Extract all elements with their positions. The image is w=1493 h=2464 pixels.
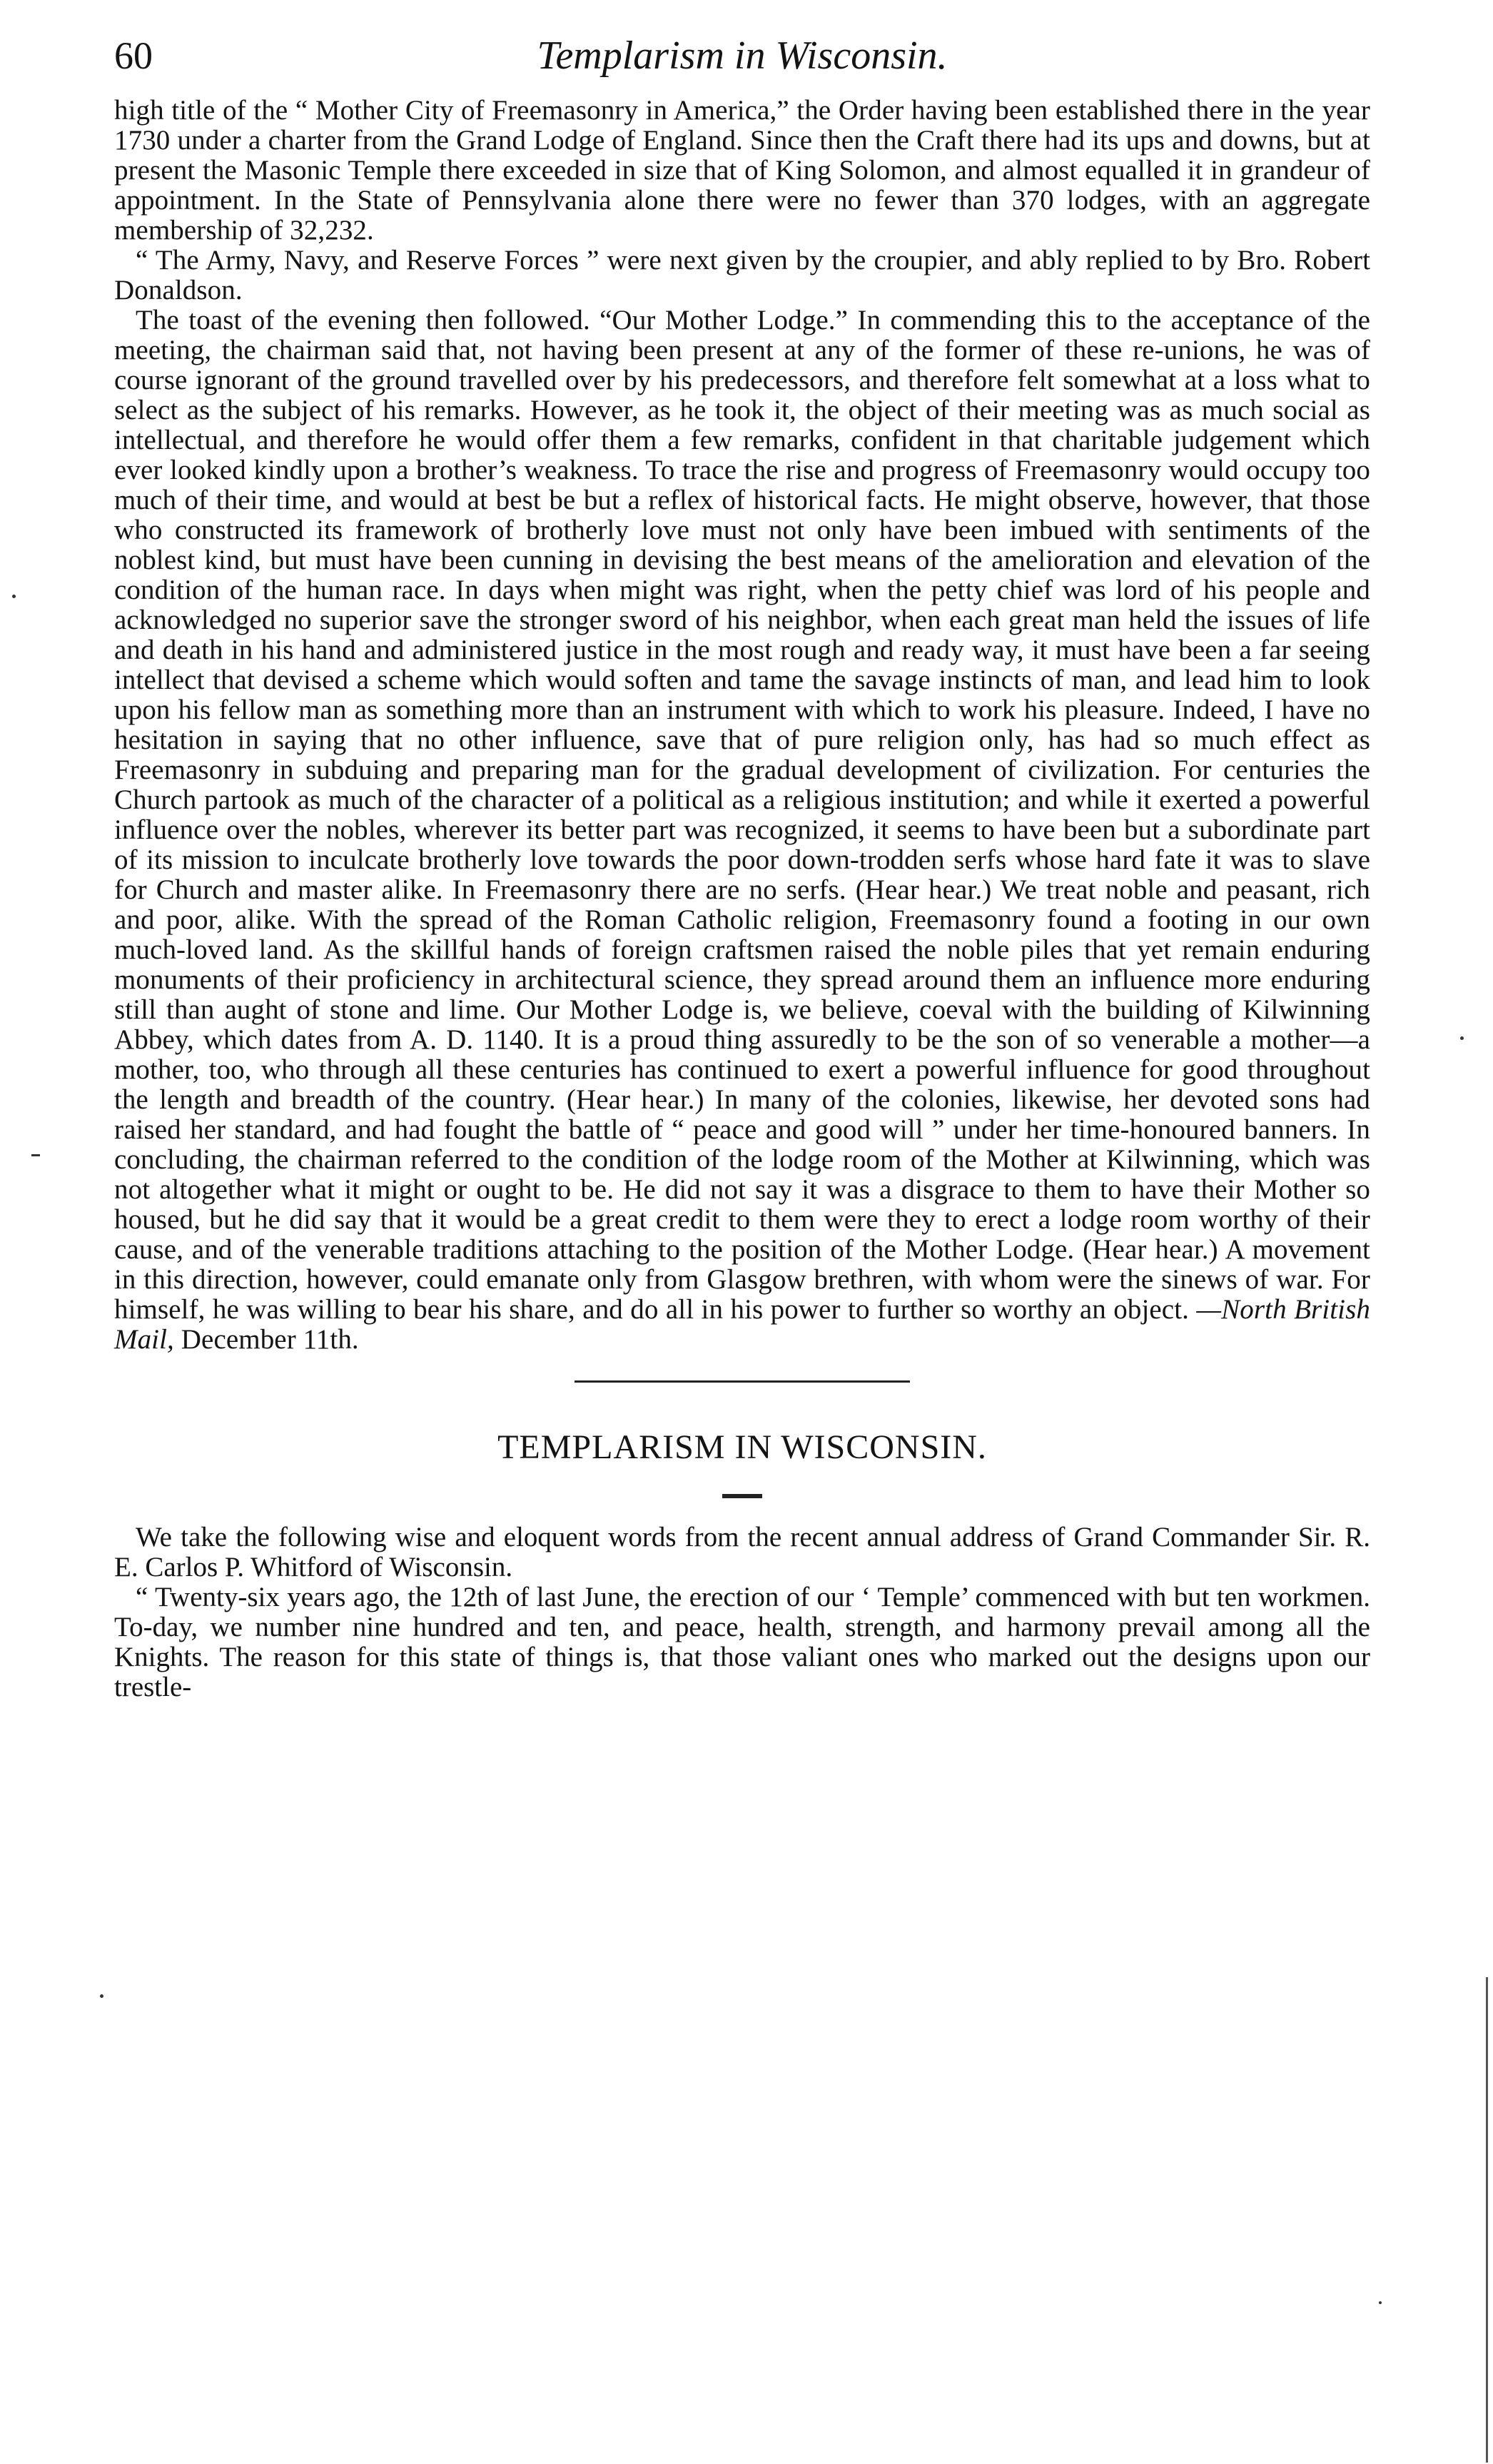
margin-dot <box>1460 1036 1464 1040</box>
page <box>114 21 1370 1702</box>
section-paragraph: We take the following wise and eloquent words from the recent annual address of Grand Commander Sir. R. E. Carlos P. Whitford of Wisconsin. <box>114 1522 1370 1582</box>
article-paragraph: high title of the “ Mother City of Freemasonry in America,” the Order having been established there in the year 1730 under a charter from the Grand Lodge of England. Since then the Craft there had its ups and downs, but at present the Masonic Temple there exceeded in size that of King Solomon, and almost equalled it in grandeur of appointment. In the State of Pennsylvania alone there were no fewer than 370 lodges, with an aggregate membership of 32,232. <box>114 95 1370 246</box>
source-date: December 11th. <box>173 1324 359 1355</box>
section-paragraph: “ Twenty-six years ago, the 12th of last June, the erection of our ‘ Temple’ commenced with but ten workmen. To-day, we number nine hundred and ten, and peace, health, strength, and harmony prevail among all the Knights. The reason for this state of things is, that those valiant ones who marked out the designs upon our trestle- <box>114 1582 1370 1702</box>
title-underline <box>722 1494 762 1498</box>
margin-dot <box>1379 2301 1382 2304</box>
running-head <box>114 21 1370 86</box>
article-paragraph: “ The Army, Navy, and Reserve Forces ” were next given by the croupier, and ably replied to by Bro. Robert Donaldson. <box>114 245 1370 306</box>
margin-dot <box>100 1994 103 1998</box>
article-paragraph <box>114 306 1370 1355</box>
source-publication: —North British Mail, <box>114 1294 1370 1355</box>
article-body <box>114 96 1370 1355</box>
scan-edge-line <box>1486 1977 1488 2463</box>
margin-dash <box>31 1154 40 1156</box>
page-number: 60 <box>114 34 153 77</box>
margin-dot <box>12 595 16 598</box>
section-divider <box>575 1380 910 1383</box>
article-paragraph-text: The toast of the evening then followed. “Our Mother Lodge.” In commending this to the acceptance of the meeting, the chairman said that, not having been present at any of the former of these re-unions, he was of course ignorant of the ground travelled over by his predecessors, and therefore felt somewhat at a loss what to select as the subject of his remarks. However, as he took it, the object of their meeting was as much social as intellectual, and therefore he would offer them a few remarks, confident in that charitable judgement which ever looked kindly upon a brother’s weakness. To trace the rise and progress of Freemasonry would occupy too much of their time, and would at best be but a reflex of historical facts. He might observe, however, that those who constructed its framework of brotherly love must not only have been imbued with sentiments of the noblest kind, but must have been cunning in devising the best means of the amelioration and elevation of the condition of the human race. In days when might was right, when the petty chief was lord of his people and acknowledged no superior save the stronger sword of his neighbor, when each great man held the issues of life and death in his hand and administered justice in the most rough and ready way, it must have been a far seeing intellect that devised a scheme which would soften and tame the savage instincts of man, and lead him to look upon his fellow man as something more than an instrument with which to work his pleasure. Indeed, I have no hesitation in saying that no other influence, save that of pure religion only, has had so much effect as Freemasonry in subduing and preparing man for the gradual development of civilization. For centuries the Church partook as much of the character of a political as a religious institution; and while it exerted a powerful influence over the nobles, wherever its better part was recognized, it seems to have been but a subordinate part of its mission to inculcate brotherly love towards the poor down-trodden serfs whose hard fate it was to slave for Church and master alike. In Freemasonry there are no serfs. (Hear hear.) We treat noble and peasant, rich and poor, alike. With the spread of the Roman Catholic religion, Freemasonry found a footing in our own much-loved land. As the skillful hands of foreign craftsmen raised the noble piles that yet remain enduring monuments of their proficiency in architectural science, they spread around them an influence more enduring still than aught of stone and lime. Our Mother Lodge is, we believe, coeval with the building of Kilwinning Abbey, which dates from A. D. 1140. It is a proud thing assuredly to be the son of so venerable a mother—a mother, too, who through all these centuries has continued to exert a powerful influence for good throughout the length and breadth of the country. (Hear hear.) In many of the colonies, likewise, her devoted sons had raised her standard, and had fought the battle of “ peace and good will ” under her time-honoured banners. In concluding, the chairman referred to the condition of the lodge room of the Mother at Kilwinning, which was not altogether what it might or ought to be. He did not say it was a disgrace to them to have their Mother so housed, but he did say that it would be a great credit to them were they to erect a lodge room worthy of their cause, and of the venerable traditions attaching to the position of the Mother Lodge. (Hear hear.) A movement in this direction, however, could emanate only from Glasgow brethren, with whom were the sinews of war. For himself, he was willing to bear his share, and do all in his power to further so worthy an object. <box>114 305 1370 1325</box>
section-body <box>114 1523 1370 1702</box>
running-title: Templarism in Wisconsin. <box>537 34 948 78</box>
section-title: TEMPLARISM IN WISCONSIN. <box>497 1428 987 1466</box>
